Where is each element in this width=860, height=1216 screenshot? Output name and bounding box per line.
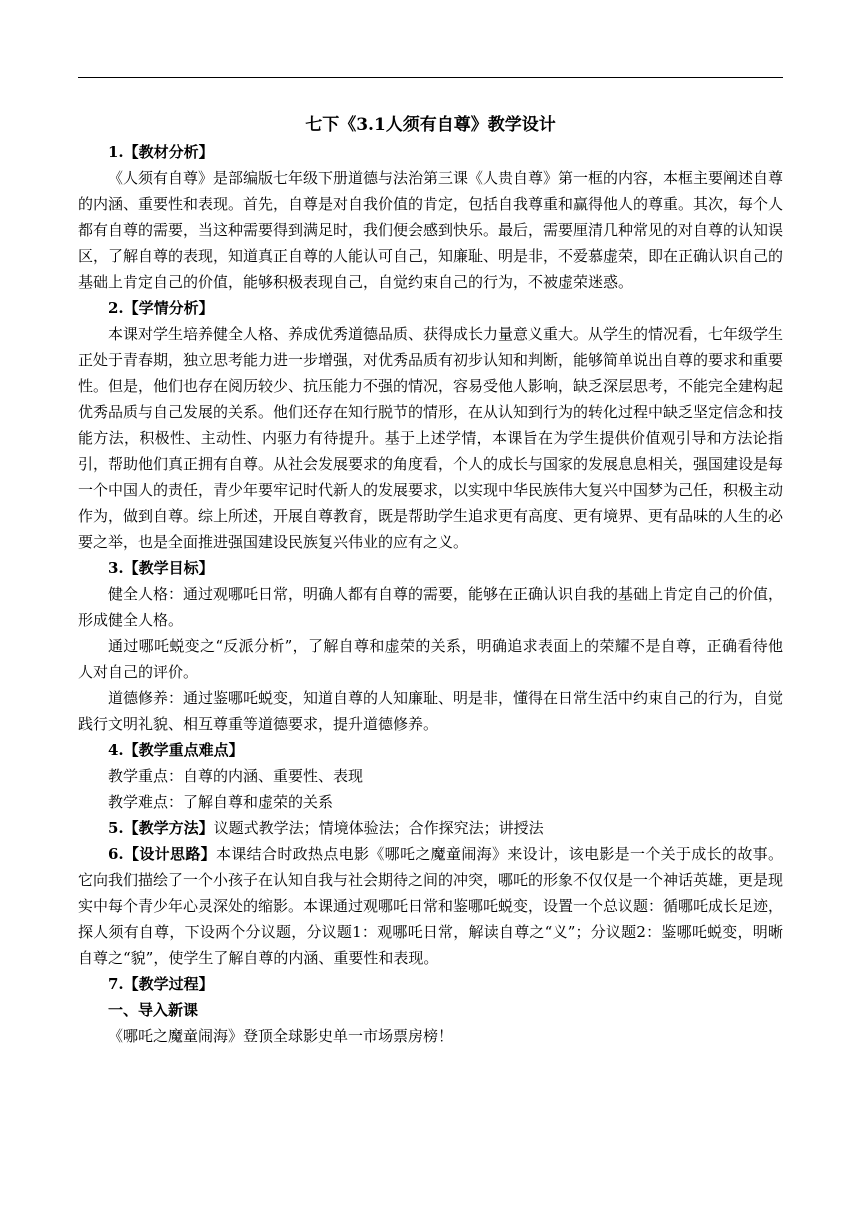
section-heading-design-idea: 6.【设计思路】 bbox=[108, 845, 216, 863]
document-title: 七下《3.1人须有自尊》教学设计 bbox=[305, 115, 556, 135]
section-heading-key-points: 4.【教学重点难点】 bbox=[108, 741, 244, 759]
section-heading-teaching-process: 7.【教学过程】 bbox=[108, 975, 214, 993]
section-heading-textbook-analysis: 1.【教材分析】 bbox=[108, 143, 214, 161]
introduction-text: 《哪吒之魔童闹海》登顶全球影史单一市场票房榜！ bbox=[108, 1027, 454, 1045]
textbook-analysis-paragraph: 《人须有自尊》是部编版七年级下册道德与法治第三课《人贵自尊》第一框的内容，本框主要阐述自尊的内涵、重要性和表现。首先，自尊是对自我价值的肯定，包括自我尊重和赢得他人的尊重。其次，每个人都有自尊的需要，当这种需要得到满足时，我们便会感到快乐。最后，需要厘清几种常见的对自尊的认知误区，了解自尊的表现，知道真正自尊的人能认可自己，知廉耻、明是非，不爱慕虚荣，即在正确认识自己的基础上肯定自己的价值，能够积极表现自己，自觉约束自己的行为，不被虚荣迷惑。 bbox=[78, 169, 784, 291]
student-analysis-paragraph: 本课对学生培养健全人格、养成优秀道德品质、获得成长力量意义重大。从学生的情况看，七年级学生正处于青春期，独立思考能力进一步增强，对优秀品质有初步认知和判断，能够简单说出自尊的要求和重要性。但是，他们也存在阅历较少、抗压能力不强的情况，容易受他人影响，缺乏深层思考，不能完全建构起优秀品质与自己发展的关系。他们还存在知行脱节的情形，在从认知到行为的转化过程中缺乏坚定信念和技能方法，积极性、主动性、内驱力有待提升。基于上述学情，本课旨在为学生提供价值观引导和方法论指引，帮助他们真正拥有自尊。从社会发展要求的角度看，个人的成长与国家的发展息息相关，强国建设是每一个中国人的责任，青少年要牢记时代新人的发展要求，以实现中华民族伟大复兴中国梦为己任，积极主动作为，做到自尊。综上所述，开展自尊教育，既是帮助学生追求更有高度、更有境界、更有品味的人生的必要之举，也是全面推进强国建设民族复兴伟业的应有之义。 bbox=[78, 325, 784, 551]
section-heading-student-analysis: 2.【学情分析】 bbox=[108, 299, 214, 317]
design-idea-text: 本课结合时政热点电影《哪吒之魔童闹海》来设计，该电影是一个关于成长的故事。它向我们描绘了一个小孩子在认知自我与社会期待之间的冲突，哪吒的形象不仅仅是一个神话英雄，更是现实中每个青少年心灵深处的缩影。本课通过观哪吒日常和鉴哪吒蜕变，设置一个总议题：循哪吒成长足迹，探人须有自尊，下设两个分议题，分议题1：观哪吒日常，解读自尊之“义”；分议题2：鉴哪吒蜕变，明晰自尊之“貌”，使学生了解自尊的内涵、重要性和表现。 bbox=[78, 845, 784, 967]
goal-paragraph-vanity: 通过哪吒蜕变之“反派分析”，了解自尊和虚荣的关系，明确追求表面上的荣耀不是自尊，正确看待他人对自己的评价。 bbox=[78, 637, 783, 681]
teaching-difficulty: 教学难点：了解自尊和虚荣的关系 bbox=[108, 793, 334, 811]
goal-paragraph-personality: 健全人格：通过观哪吒日常，明确人都有自尊的需要，能够在正确认识自我的基础上肯定自己的价值，形成健全人格。 bbox=[78, 585, 784, 629]
document-body bbox=[78, 112, 783, 1049]
section-heading-teaching-methods: 5.【教学方法】 bbox=[108, 819, 214, 837]
goal-paragraph-morality: 道德修养：通过鉴哪吒蜕变，知道自尊的人知廉耻、明是非，懂得在日常生活中约束自己的行为，自觉践行文明礼貌、相互尊重等道德要求，提升道德修养。 bbox=[78, 689, 784, 733]
subheading-introduction: 一、导入新课 bbox=[108, 1001, 199, 1019]
teaching-focus: 教学重点：自尊的内涵、重要性、表现 bbox=[108, 767, 364, 785]
design-idea-paragraph bbox=[78, 841, 783, 971]
header-rule bbox=[78, 77, 783, 78]
section-heading-teaching-goals: 3.【教学目标】 bbox=[108, 559, 214, 577]
teaching-methods-text: 议题式教学法；情境体验法；合作探究法；讲授法 bbox=[213, 819, 544, 837]
teaching-methods-line bbox=[78, 815, 783, 841]
